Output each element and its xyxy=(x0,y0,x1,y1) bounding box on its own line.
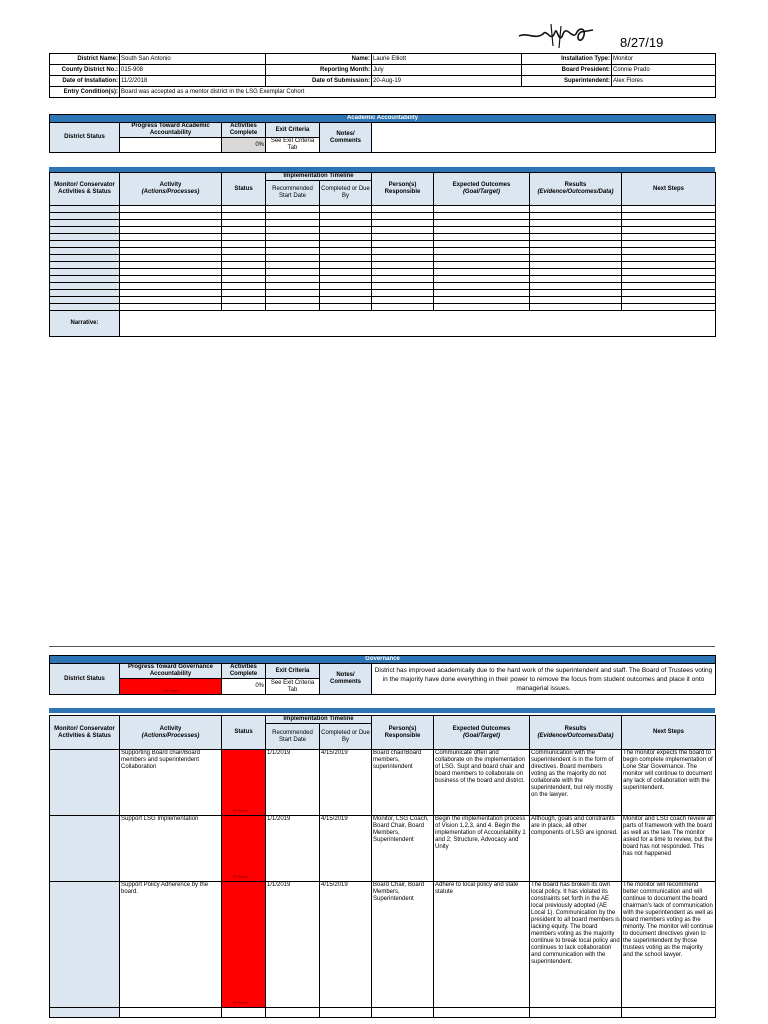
row-status-text: Off Track xyxy=(232,808,249,813)
col-completed: Completed or Due By xyxy=(320,181,372,206)
district-name: South San Antonio xyxy=(120,54,266,65)
gov-activities-label: Activities Complete xyxy=(222,664,266,679)
gcol-outcomes-title: Expected Outcomes xyxy=(452,725,511,732)
col-activity-title: Activity xyxy=(159,182,182,188)
board-president-label: Board President: xyxy=(522,65,612,76)
installation-date-label: Date of Installation: xyxy=(50,76,120,87)
col-outcomes-title: Expected Outcomes xyxy=(452,182,511,188)
entry-condition: Board was accepted as a mentor district in the LSG Exemplar Cohort xyxy=(120,87,716,98)
installation-type: Monitor xyxy=(612,54,716,65)
col-outcomes-sub: (Goal/Target) xyxy=(462,189,501,195)
county-value: 015-908 xyxy=(120,65,266,76)
col-outcomes xyxy=(434,173,530,206)
row-results: The board has broken its own local policy. It has violated its constraints set forth in the AE local previously adopted (AE Local 1). Communication by the president to all board members is lacking equity. The board members voting as the majority continue to break local policy and continues to lack collaboration and communication with the superintendent. xyxy=(530,882,622,1008)
row-status xyxy=(222,750,266,816)
gov-district-status-label: District Status xyxy=(50,664,120,695)
governance-title: Governance xyxy=(50,656,716,664)
reporting-month: July xyxy=(372,65,522,76)
table-row xyxy=(50,882,716,1008)
submission-date: 20-Aug-19 xyxy=(372,76,522,87)
academic-title: Academic Accountability xyxy=(50,115,716,123)
gcol-results-title: Results xyxy=(564,725,587,732)
row-next: The monitor expects the board to begin complete implementation of Lone Star Governance. The monitor will continue to document any lack of collaboration with the superintendent. xyxy=(622,750,716,816)
exit-criteria-tab: See Exit Criteria Tab xyxy=(266,138,320,153)
row-status-text: Off Track xyxy=(232,874,249,879)
superintendent-label: Superintendent: xyxy=(522,76,612,87)
signature xyxy=(517,18,597,50)
name-value: Laurie Elliott xyxy=(372,54,522,65)
row-start: 1/1/2019 xyxy=(266,816,320,882)
row-activity: Support LSG Implementation xyxy=(120,816,222,882)
gcol-next: Next Steps xyxy=(622,716,716,750)
superintendent: Alex Flores xyxy=(612,76,716,87)
table-row xyxy=(50,750,716,816)
academic-comment xyxy=(372,123,716,153)
col-next: Next Steps xyxy=(622,173,716,206)
row-due: 4/15/2019 xyxy=(320,882,372,1008)
gcol-activity-sub: (Actions/Processes) xyxy=(141,732,200,739)
col-persons: Person(s) Responsible xyxy=(372,173,434,206)
col-activity-sub: (Actions/Processes) xyxy=(141,189,200,195)
row-next: The monitor will recommend better communication and will continue to document the board chairman's lack of communication with the superintendent as well as board members voting as the minority. The monitor will continue to document directives given to the superintendent by those trustees voting as the majority and the school lawyer. xyxy=(622,882,716,1008)
gcol-results-sub: (Evidence/Outcomes/Data) xyxy=(537,732,614,739)
exit-criteria-label: Exit Criteria xyxy=(266,123,320,138)
row-results: Communication with the superintendent is in the form of directives. Board members voting as the majority do not collaborate with the superintendent, but rely mostly on the lawyer. xyxy=(530,750,622,816)
gcol-status: Status xyxy=(222,716,266,750)
governance-table xyxy=(49,655,716,695)
gcol-completed: Completed or Due By xyxy=(320,724,372,750)
gov-notes-label: Notes/ Comments xyxy=(320,664,372,695)
gcol-persons: Person(s) Responsible xyxy=(372,716,434,750)
row-persons: Board Chair, Board Members, Superintendent xyxy=(372,882,434,1008)
table-row xyxy=(50,816,716,882)
row-status xyxy=(222,816,266,882)
name-label: Name: xyxy=(266,54,372,65)
col-monitor: Monitor/ Conservator Activities & Status xyxy=(50,173,120,206)
gov-divider xyxy=(49,708,715,713)
narrative-label: Narrative: xyxy=(50,311,120,337)
gov-activities-pct: 0% xyxy=(222,679,266,695)
entry-condition-label: Entry Condition(s): xyxy=(50,87,120,98)
row-results: Although, goals and constraints are in place, all other components of LSG are ignored. xyxy=(530,816,622,882)
notes-label: Notes/ Comments xyxy=(320,123,372,153)
row-persons: Monitor, LSG Coach, Board Chair, Board Members, Superintendent xyxy=(372,816,434,882)
row-persons: Board chair/Board members, superintendent xyxy=(372,750,434,816)
gov-status-off-track: Off Track xyxy=(120,679,222,695)
row-outcomes: Adhere to local policy and state statute xyxy=(434,882,530,1008)
row-status xyxy=(222,882,266,1008)
row-start: 1/1/2019 xyxy=(266,882,320,1008)
progress-label: Progress Toward Academic Accountability xyxy=(120,123,222,138)
col-rec-start: Recommended Start Date xyxy=(266,181,320,206)
row-due: 4/15/2019 xyxy=(320,750,372,816)
row-activity: Supporting Board chair/Board members and superintendent Collaboration xyxy=(120,750,222,816)
academic-progress-value xyxy=(120,138,222,153)
info-table xyxy=(49,53,716,98)
gcol-outcomes xyxy=(434,716,530,750)
academic-activities-table xyxy=(49,172,716,337)
submission-date-label: Date of Submission: xyxy=(266,76,372,87)
row-next: Monitor and LSG coach review all parts of framework with the board as well as the law. The monitor asked for a time to review, but the board has not responded. This has not happened xyxy=(622,816,716,882)
row-due: 4/15/2019 xyxy=(320,816,372,882)
row-activity: Support Policy Adherence by the board. xyxy=(120,882,222,1008)
governance-activities-table xyxy=(49,715,716,1018)
gov-comment: District has improved academically due to the hard work of the superintendent and staff. The Board of Trustees voting in the majority have done everything in their power to remove the focus from student outcomes and place it onto managerial issues. xyxy=(372,664,716,695)
county-label: County District No.: xyxy=(50,65,120,76)
gcol-timeline: Implementation Timeline xyxy=(266,716,372,724)
gcol-monitor: Monitor/ Conservator Activities & Status xyxy=(50,716,120,750)
row-start: 1/1/2019 xyxy=(266,750,320,816)
reporting-month-label: Reporting Month: xyxy=(266,65,372,76)
col-activity xyxy=(120,173,222,206)
row-status-text: Off Track xyxy=(232,1000,249,1005)
gcol-rec-start: Recommended Start Date xyxy=(266,724,320,750)
report-date: 8/27/19 xyxy=(620,35,664,50)
district-name-label: District Name: xyxy=(50,54,120,65)
gcol-outcomes-sub: (Goal/Target) xyxy=(462,732,501,739)
activities-complete-label: Activities Complete xyxy=(222,123,266,138)
gcol-activity xyxy=(120,716,222,750)
col-status: Status xyxy=(222,173,266,206)
gov-exit-label: Exit Criteria xyxy=(266,664,320,679)
page-break xyxy=(49,646,715,647)
row-outcomes: Begin the implementation process of Vision 1,2,3, and 4. Begin the implementation of Accountability 1 and 2; Structure, Advocacy and Unity xyxy=(434,816,530,882)
col-results-title: Results xyxy=(564,182,587,188)
row-outcomes: Communicate often and collaborate on the implementation of LSG. Supt and board chair and board members to collaborate on business of the board and district. xyxy=(434,750,530,816)
academic-table xyxy=(49,114,716,153)
gov-progress-label: Progress Toward Governance Accountability xyxy=(120,664,222,679)
narrative-value xyxy=(120,311,716,337)
col-results xyxy=(530,173,622,206)
activities-pct: 0% xyxy=(222,138,266,153)
gcol-activity-title: Activity xyxy=(159,725,182,732)
gcol-results xyxy=(530,716,622,750)
district-status-label: District Status xyxy=(50,123,120,153)
board-president: Connie Prado xyxy=(612,65,716,76)
col-results-sub: (Evidence/Outcomes/Data) xyxy=(537,189,614,195)
col-timeline: Implementation Timeline xyxy=(266,173,372,181)
installation-type-label: Installation Type: xyxy=(522,54,612,65)
gov-exit-tab: See Exit Criteria Tab xyxy=(266,679,320,695)
installation-date: 11/2/2018 xyxy=(120,76,266,87)
